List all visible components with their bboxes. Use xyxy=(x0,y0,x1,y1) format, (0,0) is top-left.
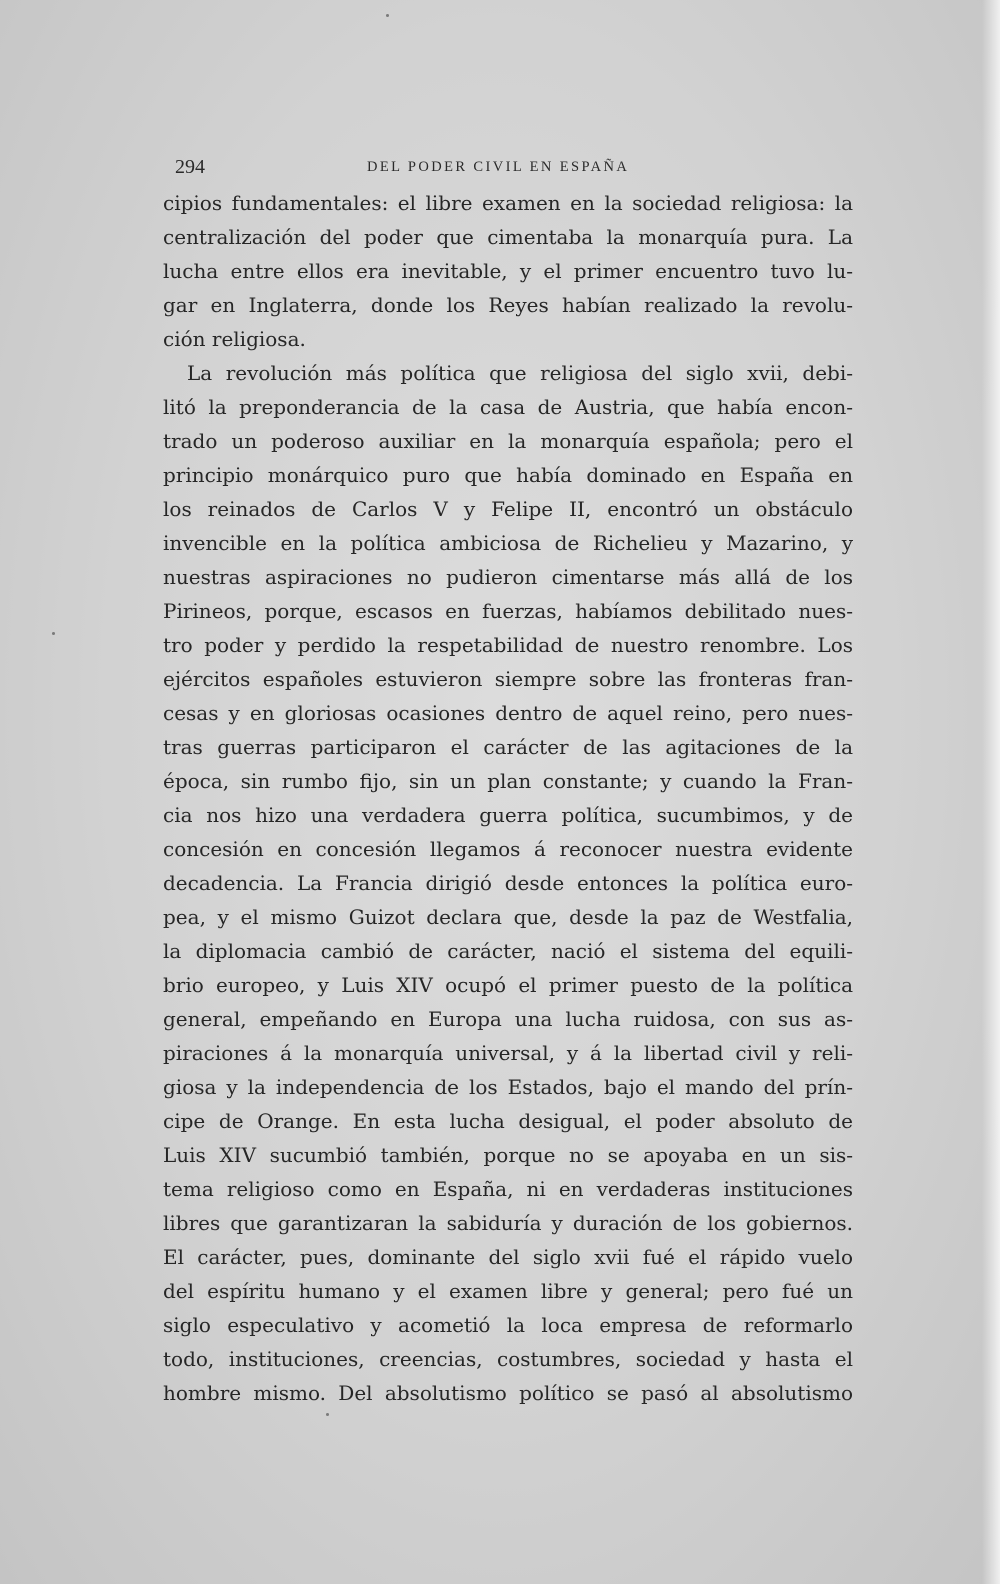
page-header xyxy=(165,156,855,186)
text-line: época, sin rumbo fijo, sin un plan constante; y cuando la Fran- xyxy=(163,769,853,793)
text-line: nuestras aspiraciones no pudieron cimentarse más allá de los xyxy=(163,565,853,589)
text-line: libres que garantizaran la sabiduría y duración de los gobiernos. xyxy=(163,1211,853,1235)
text-line: ejércitos españoles estuvieron siempre sobre las fronteras fran- xyxy=(163,667,853,691)
text-line: litó la preponderancia de la casa de Austria, que había encon- xyxy=(163,395,853,419)
paper-speck xyxy=(326,1413,329,1416)
text-line: Pirineos, porque, escasos en fuerzas, habíamos debilitado nues- xyxy=(163,599,853,623)
text-line: general, empeñando en Europa una lucha ruidosa, con sus as- xyxy=(163,1007,853,1031)
text-line: lucha entre ellos era inevitable, y el primer encuentro tuvo lu- xyxy=(163,259,853,283)
text-line: concesión en concesión llegamos á reconocer nuestra evidente xyxy=(163,837,853,861)
page-number: 294 xyxy=(175,156,205,178)
text-line: El carácter, pues, dominante del siglo xvii fué el rápido vuelo xyxy=(163,1245,853,1269)
text-line: brio europeo, y Luis XIV ocupó el primer puesto de la política xyxy=(163,973,853,997)
text-line: cesas y en gloriosas ocasiones dentro de aquel reino, pero nues- xyxy=(163,701,853,725)
paper-speck xyxy=(386,14,389,17)
text-line: gar en Inglaterra, donde los Reyes habían realizado la revolu- xyxy=(163,293,853,317)
text-line: invencible en la política ambiciosa de Richelieu y Mazarino, y xyxy=(163,531,853,555)
text-line: decadencia. La Francia dirigió desde entonces la política euro- xyxy=(163,871,853,895)
text-line: tro poder y perdido la respetabilidad de nuestro renombre. Los xyxy=(163,633,853,657)
page-edge xyxy=(982,0,1000,1584)
text-line: cia nos hizo una verdadera guerra política, sucumbimos, y de xyxy=(163,803,853,827)
text-line: trado un poderoso auxiliar en la monarquía española; pero el xyxy=(163,429,853,453)
text-line: Luis XIV sucumbió también, porque no se apoyaba en un sis- xyxy=(163,1143,853,1167)
text-line: siglo especulativo y acometió la loca empresa de reformarlo xyxy=(163,1313,853,1337)
paragraph-first-line: La revolución más política que religiosa del siglo xvii, debi- xyxy=(187,361,853,385)
text-line: giosa y la independencia de los Estados, bajo el mando del prín- xyxy=(163,1075,853,1099)
text-line: los reinados de Carlos V y Felipe II, encontró un obstáculo xyxy=(163,497,853,521)
text-line: pea, y el mismo Guizot declara que, desde la paz de Westfalia, xyxy=(163,905,853,929)
text-line: todo, instituciones, creencias, costumbres, sociedad y hasta el xyxy=(163,1347,853,1371)
text-line: principio monárquico puro que había dominado en España en xyxy=(163,463,853,487)
text-line: centralización del poder que cimentaba la monarquía pura. La xyxy=(163,225,853,249)
text-line: tras guerras participaron el carácter de las agitaciones de la xyxy=(163,735,853,759)
text-line: la diplomacia cambió de carácter, nació el sistema del equili- xyxy=(163,939,853,963)
text-line: tema religioso como en España, ni en verdaderas instituciones xyxy=(163,1177,853,1201)
running-head: DEL PODER CIVIL EN ESPAÑA xyxy=(367,159,630,175)
text-line: del espíritu humano y el examen libre y general; pero fué un xyxy=(163,1279,853,1303)
text-line: cipios fundamentales: el libre examen en la sociedad religiosa: la xyxy=(163,191,853,215)
paper-speck xyxy=(52,632,55,635)
text-line: piraciones á la monarquía universal, y á la libertad civil y reli- xyxy=(163,1041,853,1065)
text-line: ción religiosa. xyxy=(163,327,306,351)
text-line: cipe de Orange. En esta lucha desigual, el poder absoluto de xyxy=(163,1109,853,1133)
text-line: hombre mismo. Del absolutismo político se pasó al absolutismo xyxy=(163,1381,853,1405)
